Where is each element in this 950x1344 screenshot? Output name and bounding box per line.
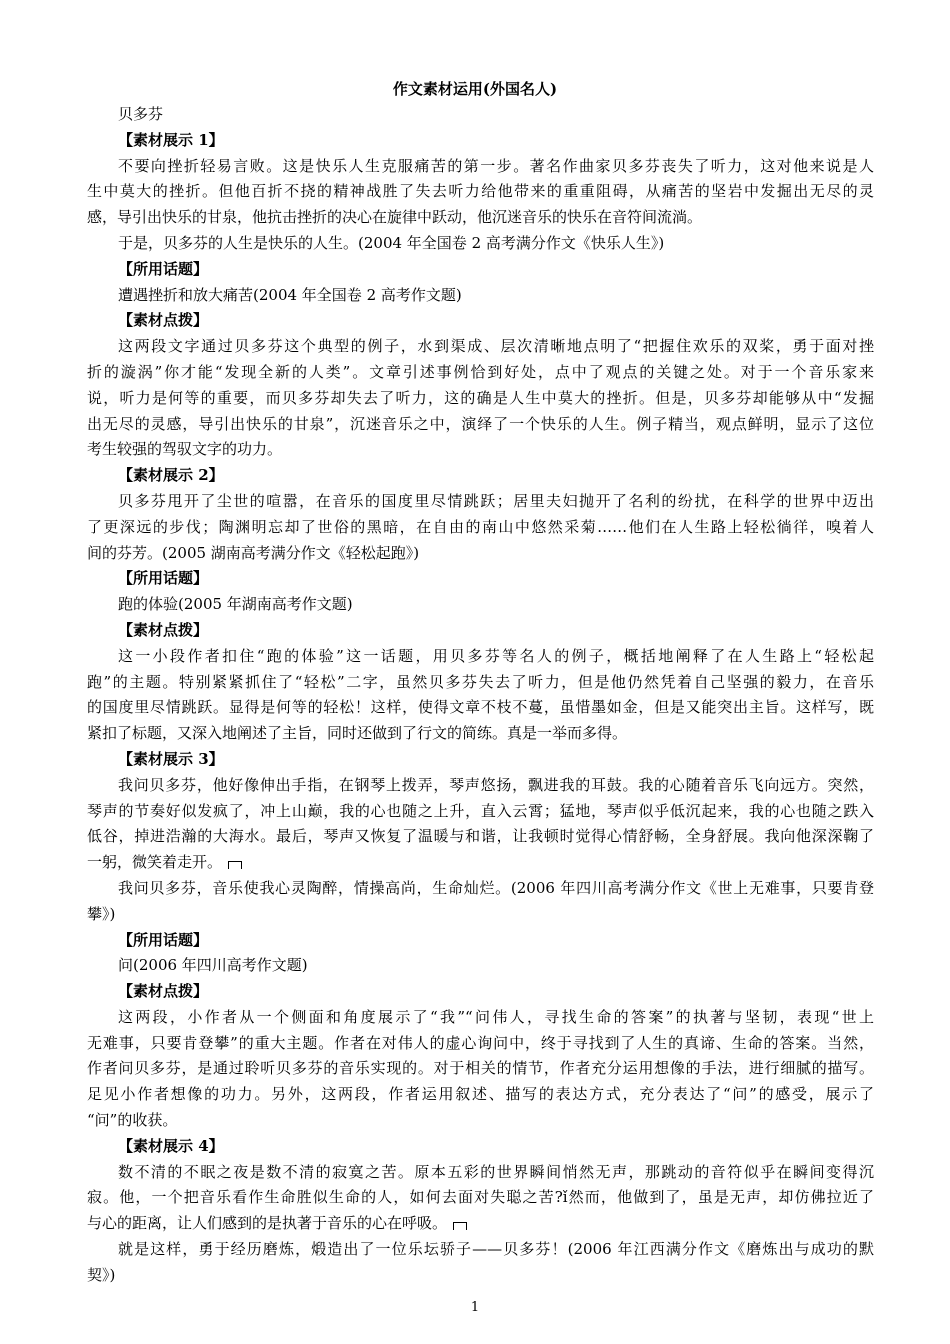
section-heading: 【所用话题】: [118, 259, 209, 278]
paragraph-line: 我问贝多芬，他好像伸出手指，在钢琴上拨弄，琴声悠扬，飘进我的耳鼓。我的心随着音乐飞向远方。突然，: [118, 775, 874, 794]
section-heading: 【素材点拨】: [118, 311, 209, 330]
paragraph-line: 与心的距离，让人们感到的是执著于音乐的心在呼吸。: [87, 1211, 874, 1237]
paragraph-line: 数不清的不眠之夜是数不清的寂寞之苦。原本五彩的世界瞬间悄然无声，那跳动的音符似乎在瞬间变得沉: [118, 1162, 874, 1181]
paragraph-line: 生中莫大的挫折。但他百折不挠的精神战胜了失去听力给他带来的重重阻碍，从痛苦的坚岩中发掘出无尽的灵: [87, 182, 874, 201]
paragraph-line: 作者问贝多芬，是通过聆听贝多芬的音乐实现的。对于相关的情节，作者充分运用想像的手法，进行细腻的描写。: [87, 1059, 874, 1078]
paragraph-line: 跑的体验(2005 年湖南高考作文题): [118, 595, 353, 614]
paragraph-line: 不要向挫折轻易言败。这是快乐人生克服痛苦的第一步。著名作曲家贝多芬丧失了听力，这对他来说是人: [118, 156, 874, 175]
page-number: 1: [470, 1300, 480, 1315]
paragraph-line: 跑”的主题。特别紧紧抓住了“轻松”二字，虽然贝多芬失去了听力，但是他仍然凭着自己坚强的毅力，在音乐: [87, 672, 874, 691]
paragraph-line: 琴声的节奏好似发疯了，冲上山巅，我的心也随之上升，直入云霄；猛地，琴声似乎低沉起来，我的心也随之跌入: [87, 801, 874, 820]
paragraph-line: 于是，贝多芬的人生是快乐的人生。(2004 年全国卷 2 高考满分作文《快乐人生》): [118, 233, 665, 252]
paragraph-line: 贝多芬甩开了尘世的喧嚣，在音乐的国度里尽情跳跃；居里夫妇抛开了名利的纷扰，在科学的世界中迈出: [118, 491, 874, 510]
bracket-mark-icon: [453, 1222, 467, 1230]
paragraph-line: 考生较强的驾驭文字的功力。: [87, 440, 283, 459]
paragraph-line: 折的漩涡”你才能“发现全新的人类”。文章引述事例恰到好处，点中了观点的关键之处。对于一个音乐家来: [87, 362, 874, 381]
paragraph-line: 紧扣了标题，又深入地阐述了主旨，同时还做到了行文的简练。真是一举而多得。: [87, 724, 628, 743]
paragraph-line: 一躬，微笑着走开。: [87, 850, 874, 876]
paragraph-line: 契》): [87, 1265, 116, 1284]
paragraph-line: 间的芬芳。(2005 湖南高考满分作文《轻松起跑》): [87, 543, 420, 562]
paragraph-line: 问(2006 年四川高考作文题): [118, 956, 308, 975]
paragraph-line: 这两段，小作者从一个侧面和角度展示了“我”“问伟人，寻找生命的答案”的执著与坚韧，表现“世上: [118, 1007, 874, 1026]
paragraph-line: 感，导引出快乐的甘泉，他抗击挫折的决心在旋律中跃动，他沉迷音乐的快乐在音符间流淌。: [87, 208, 703, 227]
section-heading: 【素材展示 3】: [118, 749, 224, 768]
paragraph-line: 出无尽的灵感，导引出快乐的甘泉”，沉迷音乐之中，演绎了一个快乐的人生。例子精当，观点鲜明，显示了这位: [87, 414, 874, 433]
paragraph-line: 低谷，掉进浩瀚的大海水。最后，琴声又恢复了温暖与和谐，让我顿时觉得心情舒畅，全身舒展。我向他深深鞠了: [87, 827, 874, 846]
document-body: [87, 102, 874, 1289]
paragraph-line: 寂。他，一个把音乐看作生命胜似生命的人，如何去面对失聪之苦?ǐ然而，他做到了，虽是无声，却仿佛拉近了: [87, 1188, 874, 1207]
paragraph-line: 攀》): [87, 904, 116, 923]
subject-heading: 贝多芬: [118, 105, 164, 123]
paragraph-line: 我问贝多芬，音乐使我心灵陶醉，情操高尚，生命灿烂。(2006 年四川高考满分作文《世上无难事，只要肯登: [118, 878, 874, 897]
paragraph-line: 这一小段作者扣住“跑的体验”这一话题，用贝多芬等名人的例子，概括地阐释了在人生路上“轻松起: [118, 646, 874, 665]
paragraph-line: 足见小作者想像的功力。另外，这两段，作者运用叙述、描写的表达方式，充分表达了“问”的感受，展示了: [87, 1085, 874, 1104]
section-heading: 【素材展示 4】: [118, 1136, 224, 1155]
paragraph-line: 就是这样，勇于经历磨炼，煅造出了一位乐坛骄子——贝多芬！(2006 年江西满分作文《磨炼出与成功的默: [118, 1240, 874, 1259]
paragraph-line: 无难事，只要肯登攀”的重大主题。作者在对伟人的虚心询问中，终于寻找到了人生的真谛、生命的答案。当然，: [87, 1033, 874, 1052]
section-heading: 【素材点拨】: [118, 982, 209, 1001]
section-heading: 【所用话题】: [118, 930, 209, 949]
paragraph-line: 的国度里尽情跳跃。显得是何等的轻松！这样，使得文章不枝不蔓，虽惜墨如金，但是又能突出主旨。这样写，既: [87, 698, 874, 717]
document-title: 作文素材运用(外国名人): [392, 80, 558, 98]
section-heading: 【素材展示 1】: [118, 130, 224, 149]
section-heading: 【素材展示 2】: [118, 466, 224, 485]
paragraph-line: 这两段文字通过贝多芬这个典型的例子，水到渠成、层次清晰地点明了“把握住欢乐的双桨，勇于面对挫: [118, 337, 874, 356]
section-heading: 【所用话题】: [118, 569, 209, 588]
paragraph-line: “问”的收获。: [87, 1111, 178, 1130]
paragraph-line: 说，听力是何等的重要，而贝多芬却失去了听力，这的确是人生中莫大的挫折。但是，贝多芬却能够从中“发掘: [87, 388, 874, 407]
bracket-mark-icon: [228, 861, 242, 869]
paragraph-line: 遭遇挫折和放大痛苦(2004 年全国卷 2 高考作文题): [118, 285, 462, 304]
paragraph-line: 了更深远的步伐；陶渊明忘却了世俗的黑暗，在自由的南山中悠然采菊……他们在人生路上轻松徜徉，嗅着人: [87, 517, 874, 536]
section-heading: 【素材点拨】: [118, 620, 209, 639]
